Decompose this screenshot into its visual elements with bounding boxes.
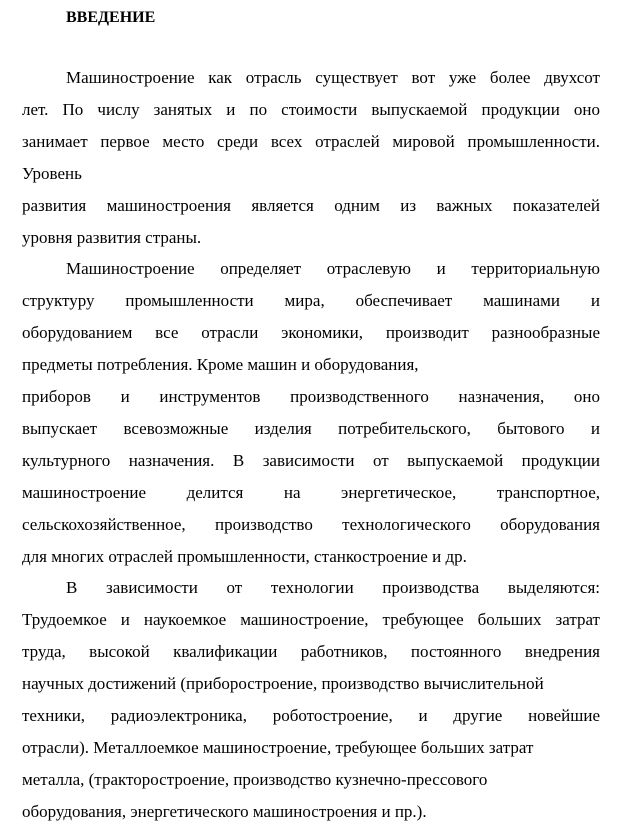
document-heading: ВВЕДЕНИЕ: [66, 9, 156, 26]
text-line: оборудованием все отрасли экономики, производит разнообразные: [22, 323, 600, 343]
text-line: научных достижений (приборостроение, производство вычислительной: [22, 674, 544, 694]
text-line: структуру промышленности мира, обеспечивает машинами и: [22, 291, 600, 311]
text-line: Машиностроение определяет отраслевую и территориальную: [66, 259, 600, 279]
text-line: отрасли). Металлоемкое машиностроение, требующее больших затрат: [22, 737, 534, 757]
text-line: предметы потребления. Кроме машин и оборудования,: [22, 355, 419, 375]
text-line: оборудования, энергетического машиностроения и пр.).: [22, 801, 427, 821]
text-line: машиностроение делится на энергетическое, транспортное,: [22, 482, 600, 502]
text-line: культурного назначения. В зависимости от выпускаемой продукции: [22, 450, 600, 470]
text-line: металла, (тракторостроение, производство кузнечно-прессового: [22, 769, 488, 789]
text-line: занимает первое место среди всех отраслей мировой промышленности.: [22, 131, 600, 151]
text-line: лет. По числу занятых и по стоимости выпускаемой продукции оно: [22, 99, 600, 119]
text-line: уровня развития страны.: [22, 227, 202, 247]
text-line: Трудоемкое и наукоемкое машиностроение, требующее больших затрат: [22, 610, 600, 630]
text-line: Уровень: [22, 163, 82, 183]
text-line: для многих отраслей промышленности, станкостроение и др.: [22, 546, 467, 566]
text-line: выпускает всевозможные изделия потребительского, бытового и: [22, 418, 600, 438]
text-line: сельскохозяйственное, производство технологического оборудования: [22, 514, 600, 534]
text-line: развития машиностроения является одним из важных показателей: [22, 195, 600, 215]
text-line: Машиностроение как отрасль существует вот уже более двухсот: [66, 68, 600, 87]
text-line: приборов и инструментов производственного назначения, оно: [22, 387, 600, 406]
text-line: В зависимости от технологии производства выделяются:: [66, 578, 600, 598]
text-line: труда, высокой квалификации работников, постоянного внедрения: [22, 642, 600, 662]
text-line: техники, радиоэлектроника, роботостроение, и другие новейшие: [22, 706, 600, 725]
